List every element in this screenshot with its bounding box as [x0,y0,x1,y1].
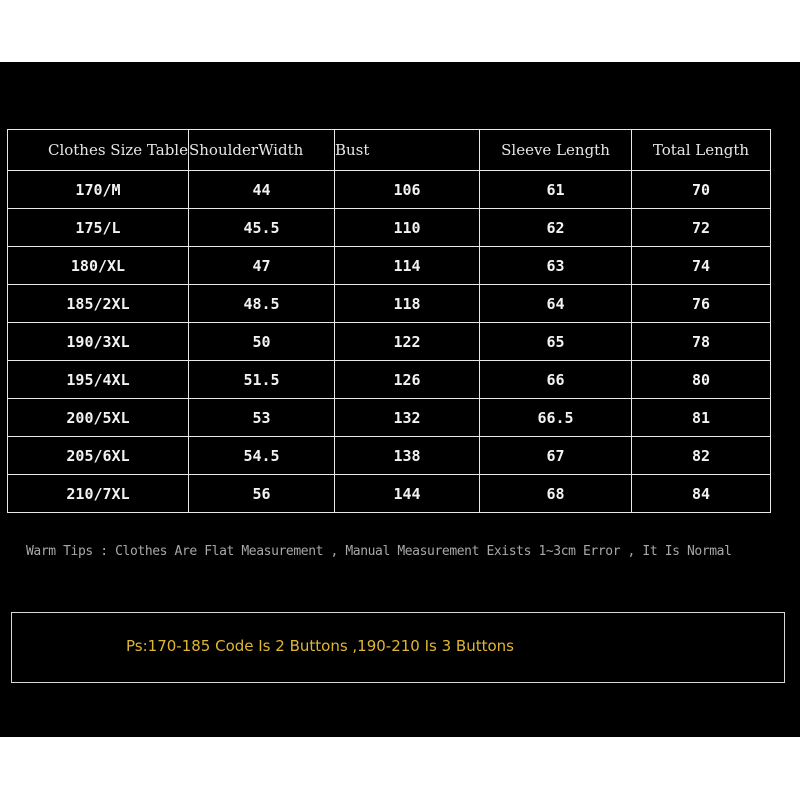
header-sleeve-length: Sleeve Length [480,130,632,171]
size-cell: 170/M [8,171,189,209]
total-length-cell: 81 [632,399,771,437]
total-length-cell: 74 [632,247,771,285]
table-row [8,361,771,399]
total-length-cell: 76 [632,285,771,323]
shoulder-width-cell: 47 [189,247,335,285]
size-cell: 180/XL [8,247,189,285]
table-row [8,475,771,513]
shoulder-width-cell: 56 [189,475,335,513]
table-row [8,323,771,361]
table-header-row [8,130,771,171]
bust-cell: 106 [335,171,480,209]
total-length-cell: 82 [632,437,771,475]
size-cell: 210/7XL [8,475,189,513]
sleeve-length-cell: 64 [480,285,632,323]
shoulder-width-cell: 48.5 [189,285,335,323]
table-row [8,171,771,209]
sleeve-length-cell: 67 [480,437,632,475]
size-table [7,129,771,513]
bust-cell: 114 [335,247,480,285]
table-row [8,285,771,323]
shoulder-width-cell: 45.5 [189,209,335,247]
bust-cell: 132 [335,399,480,437]
bust-cell: 138 [335,437,480,475]
size-cell: 200/5XL [8,399,189,437]
size-cell: 195/4XL [8,361,189,399]
buttons-note-box [11,612,785,683]
sleeve-length-cell: 66.5 [480,399,632,437]
bust-cell: 144 [335,475,480,513]
total-length-cell: 78 [632,323,771,361]
header-shoulder-width: ShoulderWidth [189,130,335,171]
size-cell: 205/6XL [8,437,189,475]
sleeve-length-cell: 66 [480,361,632,399]
total-length-cell: 84 [632,475,771,513]
sleeve-length-cell: 65 [480,323,632,361]
size-cell: 190/3XL [8,323,189,361]
table-row [8,247,771,285]
bust-cell: 118 [335,285,480,323]
bust-cell: 122 [335,323,480,361]
table-row [8,437,771,475]
bust-cell: 110 [335,209,480,247]
buttons-note-text: Ps:170-185 Code Is 2 Buttons ,190-210 Is 3 Buttons [126,637,514,655]
sleeve-length-cell: 61 [480,171,632,209]
bust-cell: 126 [335,361,480,399]
sleeve-length-cell: 63 [480,247,632,285]
total-length-cell: 72 [632,209,771,247]
warm-tips-text: Warm Tips : Clothes Are Flat Measurement , Manual Measurement Exists 1~3cm Error , It Is Normal [26,544,732,559]
table-row [8,209,771,247]
size-cell: 185/2XL [8,285,189,323]
total-length-cell: 70 [632,171,771,209]
shoulder-width-cell: 51.5 [189,361,335,399]
total-length-cell: 80 [632,361,771,399]
size-cell: 175/L [8,209,189,247]
header-clothes-size-table: Clothes Size Table [8,130,189,171]
shoulder-width-cell: 53 [189,399,335,437]
shoulder-width-cell: 44 [189,171,335,209]
table-row [8,399,771,437]
shoulder-width-cell: 50 [189,323,335,361]
sleeve-length-cell: 62 [480,209,632,247]
sleeve-length-cell: 68 [480,475,632,513]
header-total-length: Total Length [632,130,771,171]
header-bust: Bust [335,130,480,171]
shoulder-width-cell: 54.5 [189,437,335,475]
